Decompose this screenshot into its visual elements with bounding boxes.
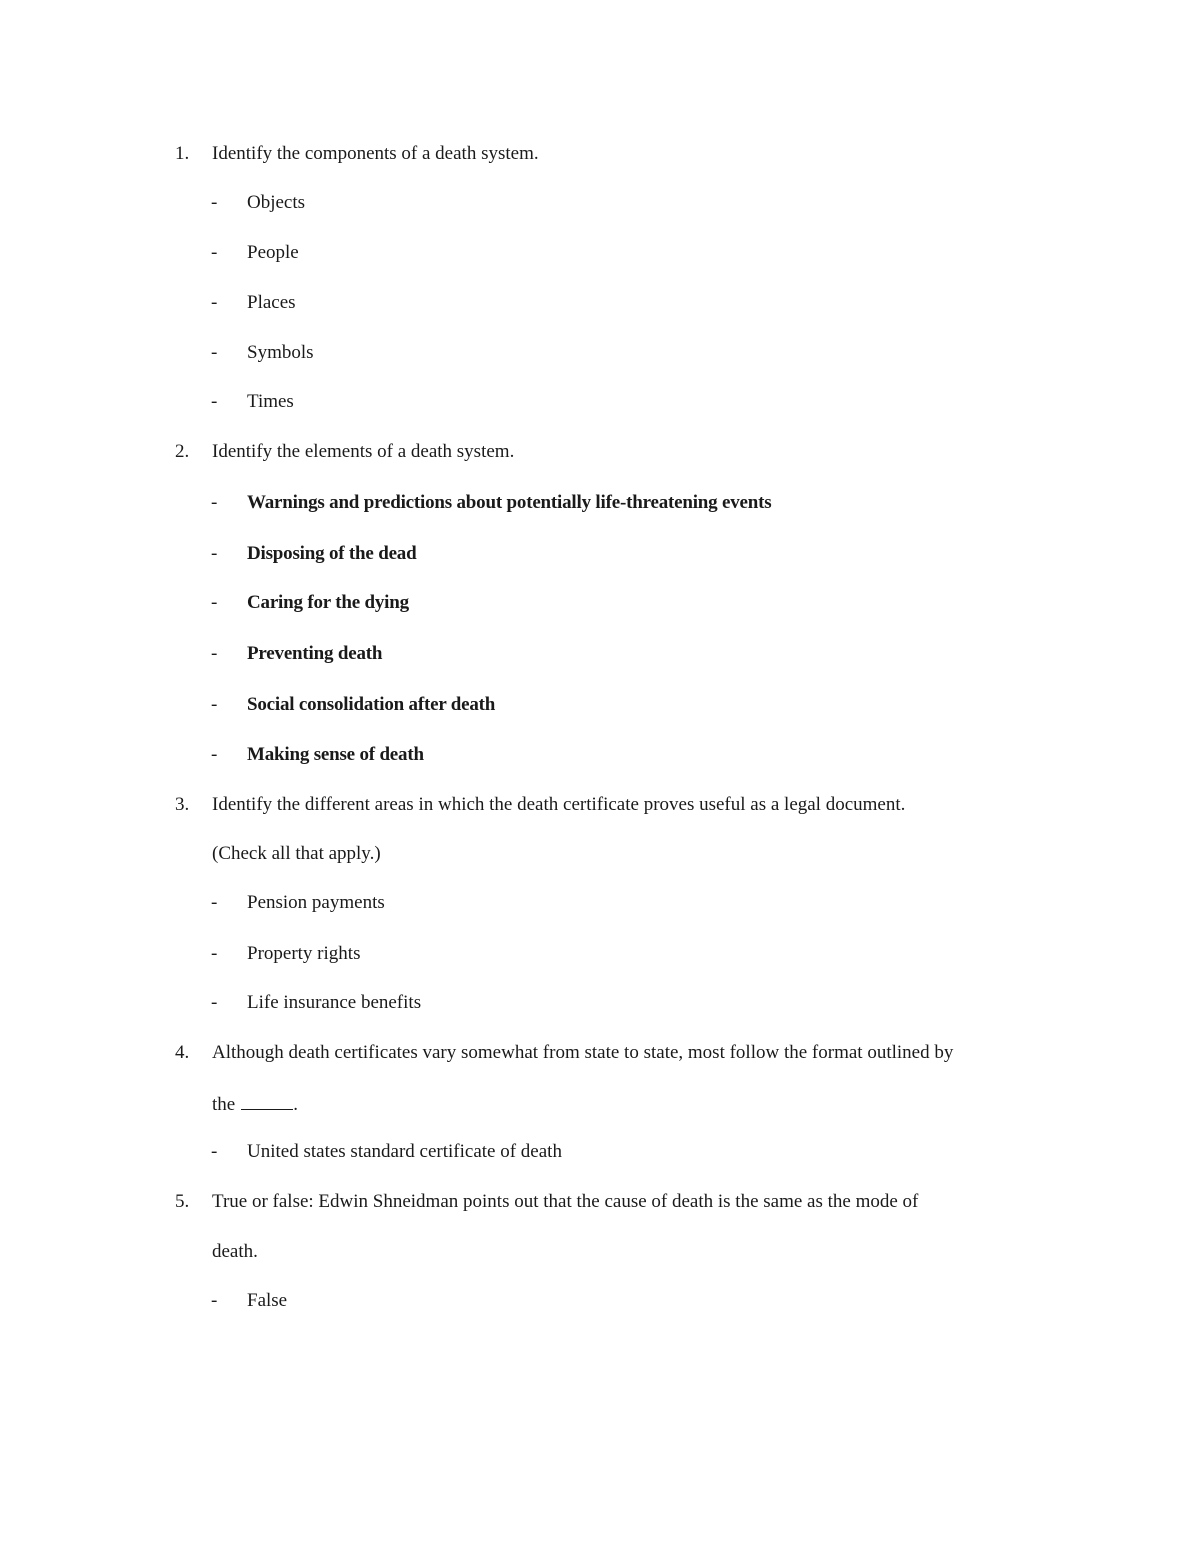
answer-text: United states standard certificate of death xyxy=(247,1141,562,1162)
answer-text: Symbols xyxy=(247,342,314,363)
answer-text: Preventing death xyxy=(247,643,383,664)
bullet-dash: - xyxy=(211,1290,218,1311)
question-text-period: . xyxy=(293,1094,298,1115)
bullet-dash: - xyxy=(211,892,218,913)
question-text: Identify the elements of a death system. xyxy=(212,441,515,462)
answer-text: Pension payments xyxy=(247,892,385,913)
bullet-dash: - xyxy=(211,391,218,412)
bullet-dash: - xyxy=(211,342,218,363)
question-text-continued xyxy=(212,1091,298,1117)
question-text: Identify the components of a death system. xyxy=(212,143,539,164)
fill-in-blank xyxy=(241,1091,293,1110)
answer-text: Warnings and predictions about potentially life-threatening events xyxy=(247,492,772,513)
answer-text: Making sense of death xyxy=(247,744,424,765)
question-number: 4. xyxy=(175,1042,190,1063)
question-number: 5. xyxy=(175,1191,190,1212)
bullet-dash: - xyxy=(211,1141,218,1162)
answer-text: Property rights xyxy=(247,943,361,964)
answer-text: Objects xyxy=(247,192,306,213)
question-text: Identify the different areas in which the death certificate proves useful as a legal document. xyxy=(212,794,906,815)
bullet-dash: - xyxy=(211,592,218,613)
answer-text: False xyxy=(247,1290,288,1311)
bullet-dash: - xyxy=(211,492,218,513)
bullet-dash: - xyxy=(211,694,218,715)
question-text: True or false: Edwin Shneidman points out that the cause of death is the same as the mode of xyxy=(212,1191,919,1212)
question-text-continued: death. xyxy=(212,1241,258,1262)
bullet-dash: - xyxy=(211,992,218,1013)
answer-text: Disposing of the dead xyxy=(247,543,417,564)
answer-text: People xyxy=(247,242,299,263)
bullet-dash: - xyxy=(211,192,218,213)
bullet-dash: - xyxy=(211,943,218,964)
answer-text: Social consolidation after death xyxy=(247,694,496,715)
question-text-the: the xyxy=(212,1094,236,1115)
bullet-dash: - xyxy=(211,643,218,664)
bullet-dash: - xyxy=(211,242,218,263)
question-text-continued: (Check all that apply.) xyxy=(212,843,381,864)
question-number: 1. xyxy=(175,143,190,164)
answer-text: Caring for the dying xyxy=(247,592,409,613)
bullet-dash: - xyxy=(211,543,218,564)
answer-text: Life insurance benefits xyxy=(247,992,422,1013)
answer-text: Places xyxy=(247,292,296,313)
question-number: 2. xyxy=(175,441,190,462)
bullet-dash: - xyxy=(211,744,218,765)
question-text: Although death certificates vary somewhat from state to state, most follow the format outlined by xyxy=(212,1042,954,1063)
answer-text: Times xyxy=(247,391,294,412)
question-number: 3. xyxy=(175,794,190,815)
bullet-dash: - xyxy=(211,292,218,313)
